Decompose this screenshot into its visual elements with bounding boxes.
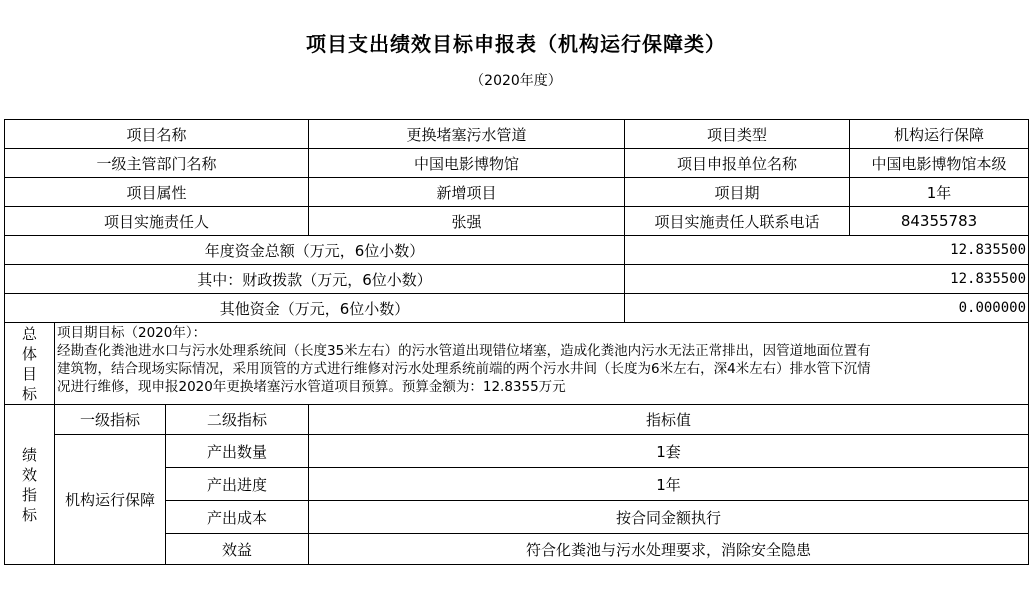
- project-name-label: 项目名称: [5, 120, 309, 149]
- funds-fiscal-value: 12.835500: [625, 265, 1029, 294]
- dept-value: 中国电影博物馆: [309, 149, 625, 178]
- goal-line: 项目期目标（2020年）：: [57, 325, 207, 341]
- level1-value: 机构运行保障: [55, 435, 166, 565]
- info-row-attr: [5, 178, 1029, 207]
- funds-fiscal-label: 其中：财政拨款（万元，6位小数）: [5, 265, 625, 294]
- level2-name: 产出成本: [166, 501, 309, 534]
- phone-label: 项目实施责任人联系电话: [625, 207, 850, 236]
- indicator-value: 1年: [309, 468, 1029, 501]
- project-type-value: 机构运行保障: [850, 120, 1029, 149]
- attr-value: 新增项目: [309, 178, 625, 207]
- funds-row-fiscal: [5, 265, 1029, 294]
- unit-value: 中国电影博物馆本级: [850, 149, 1029, 178]
- project-type-label: 项目类型: [625, 120, 850, 149]
- funds-other-value: 0.000000: [625, 294, 1029, 323]
- funds-row-other: [5, 294, 1029, 323]
- indicator-value: 按合同金额执行: [309, 501, 1029, 534]
- performance-form-table: [4, 119, 1029, 565]
- period-label: 项目期: [625, 178, 850, 207]
- goal-line: 经勘查化粪池进水口与污水处理系统间（长度35米左右）的污水管道出现错位堵塞，造成化粪池内污水无法正常排出，因管道地面位置有: [57, 343, 871, 359]
- phone-value: 84355783: [850, 207, 1029, 236]
- perf-label-char: 效: [21, 465, 37, 484]
- goal-label-char: 体: [21, 344, 37, 363]
- funds-total-value: 12.835500: [625, 236, 1029, 265]
- funds-other-label: 其他资金（万元，6位小数）: [5, 294, 625, 323]
- col-value-header: 指标值: [309, 405, 1029, 435]
- goal-row: [5, 323, 1029, 405]
- year-subtitle: （2020年度）: [470, 73, 562, 89]
- level2-name: 效益: [166, 534, 309, 565]
- goal-label-char: 目: [21, 364, 37, 383]
- info-row-leader: [5, 207, 1029, 236]
- unit-label: 项目申报单位名称: [625, 149, 850, 178]
- perf-label-char: 绩: [21, 445, 37, 464]
- goal-line: 况进行维修，现申报2020年更换堵塞污水管道项目预算。预算金额为：12.8355万元: [57, 379, 566, 395]
- leader-value: 张强: [309, 207, 625, 236]
- page-title: 项目支出绩效目标申报表（机构运行保障类）: [306, 32, 726, 56]
- project-name-value: 更换堵塞污水管道: [309, 120, 625, 149]
- attr-label: 项目属性: [5, 178, 309, 207]
- info-row-name: [5, 120, 1029, 149]
- info-row-dept: [5, 149, 1029, 178]
- level2-name: 产出进度: [166, 468, 309, 501]
- goal-label-char: 标: [21, 384, 37, 403]
- perf-label: [5, 405, 55, 565]
- goal-line: 建筑物，结合现场实际情况，采用顶管的方式进行维修对污水处理系统前端的两个污水井间（长度为6米左右，深4米左右）排水管下沉情: [57, 361, 871, 377]
- col-level2-header: 二级指标: [166, 405, 309, 435]
- funds-total-label: 年度资金总额（万元，6位小数）: [5, 236, 625, 265]
- funds-row-total: [5, 236, 1029, 265]
- perf-label-char: 指: [21, 485, 37, 504]
- perf-row: [5, 435, 1029, 468]
- goal-text: [55, 323, 1029, 405]
- indicator-value: 符合化粪池与污水处理要求，消除安全隐患: [309, 534, 1029, 565]
- leader-label: 项目实施责任人: [5, 207, 309, 236]
- col-level1-header: 一级指标: [55, 405, 166, 435]
- perf-label-char: 标: [21, 505, 37, 524]
- goal-label-char: 总: [21, 324, 37, 343]
- perf-header-row: [5, 405, 1029, 435]
- goal-label: [5, 323, 55, 405]
- level2-name: 产出数量: [166, 435, 309, 468]
- dept-label: 一级主管部门名称: [5, 149, 309, 178]
- period-value: 1年: [850, 178, 1029, 207]
- indicator-value: 1套: [309, 435, 1029, 468]
